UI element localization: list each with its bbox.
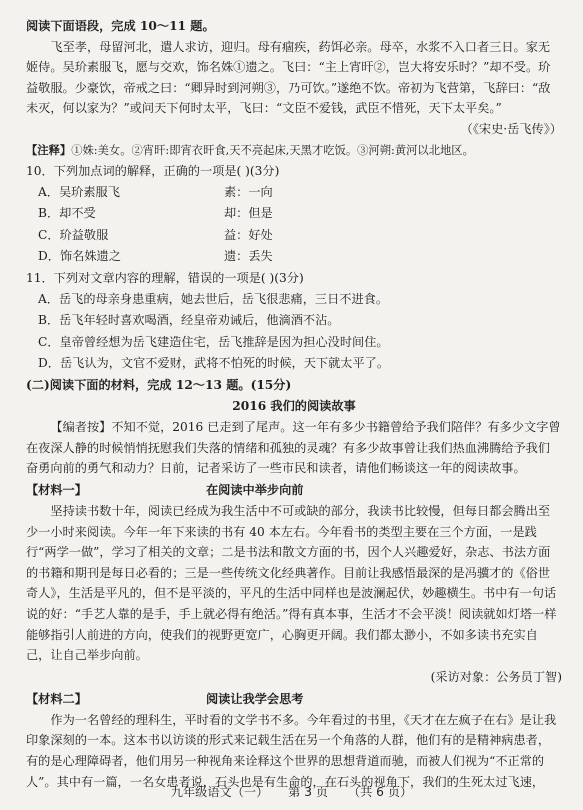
q11-option-d: D．岳飞认为，文官不爱财，武将不怕死的时候，天下就太平了。 — [38, 356, 390, 371]
material2-text: 作为一名曾经的理科生，平时看的文学书不多。今年看过的书里，《天才在左疯子在右》是让我印象深刻的一本。这本书以访谈的形式来记载生活在另一个角落的人群，他们有的是精神病患者，有的是心理障碍者，他们用另一种视角来诠释这个世界的思想背道而驰，而被人们视为“不正常的人”。其中有一篇，一名女患者说，石头也是有生命的，在石头的视角下，我们的生死太过飞速， — [26, 712, 557, 789]
material1-header — [26, 479, 562, 501]
q11-option-a: A．岳飞的母亲身患重病，她去世后，岳飞很悲痛，三日不进食。 — [38, 292, 389, 306]
annotation-text: ①姝:美女。②宵旰:即宵衣旰食,天不亮起床,天黑才吃饭。③河朔:黄河以北地区。 — [71, 143, 474, 157]
material2-header — [26, 688, 562, 710]
editor-note: 【编者按】不知不觉，2016 已走到了尾声。这一年有多少书籍曾给予我们陪伴？有多少文字曾在夜深人静的时候悄悄抚慰我们失落的情绪和孤独的灵魂？有多少故事曾让我们热血沸腾给予我们奋勇向前的勇气和动力？日前，记者采访了一些市民和读者，请他们畅谈这一年的阅读故事。 — [26, 420, 561, 476]
question-11-stem: 11．下列对文章内容的理解，错误的一项是( )(3分) — [26, 270, 304, 285]
section1-heading: 阅读下面语段，完成 10～11 题。 — [26, 19, 215, 33]
material1-interviewee: (采访对象：公务员丁智) — [430, 669, 562, 684]
material2-label: 【材料二】 — [26, 691, 87, 706]
footer-grade: 九年级语文（一） — [170, 785, 269, 799]
exam-page — [26, 12, 562, 792]
page-footer — [0, 783, 583, 800]
q10-option-b: B．却不受 却：但是 — [38, 206, 273, 221]
article-title: 2016 我们的阅读故事 — [232, 399, 356, 414]
footer-page: 第 3 页 — [288, 785, 329, 799]
annotation-label: 【注释】 — [26, 142, 72, 157]
material1-label: 【材料一】 — [26, 483, 87, 497]
question-10-stem: 10．下列加点词的解释，正确的一项是( )(3分) — [26, 163, 280, 178]
question-10-options — [26, 182, 562, 268]
classical-passage: 飞至孝，母留河北，遣人求访，迎归。母有痼疾，药饵必亲。母卒，水浆不入口者三日。家无姬侍。吴玠素服飞，愿与交欢，饰名姝①遗之。飞曰：“主上宵旰②，岂大将安乐时？”却不受。玠益敬服。少豪饮，帝戒之曰：“卿异时到河朔③，乃可饮。”遂绝不饮。帝初为飞营第，飞辞曰：“敌未灭，何以家为？”或问天下何时太平，飞曰：“文臣不爱钱，武臣不惜死，天下太平矣。” — [26, 39, 551, 116]
material1-text: 坚持读书数十年，阅读已经成为我生活中不可或缺的部分，我读书比较慢，但每日都会腾出至少一小时来阅读。今年一年下来读的书有 40 本左右。今年看书的类型主要在三个方面，一是践行“两学一做”，学习了相关的文章；二是书法和散文方面的书，因个人兴趣爱好，杂志、书法方面的书籍和期刊是每日必看的；三是一些传统文化经典著作。目前让我感悟最深的是冯骥才的《俗世奇人》，生活是平凡的，但不是平淡的，平凡的生活中同样也是波澜起伏，妙趣横生。书中有一句话说的好：“手艺人靠的是手，手上就必得有绝活。”得有真本事，生活才不会平淡！阅读就如灯塔一样能够指引人前进的方向，使我们的视野更宽广，心胸更开阔。我们都太渺小，不如多读书充实自己，让自己举步向前。 — [26, 504, 557, 663]
q10-option-d: D．饰名姝遗之 遗：丢失 — [38, 249, 273, 264]
material2-title: 阅读让我学会思考 — [206, 691, 304, 706]
q11-option-c: C．皇帝曾经想为岳飞建造住宅，岳飞推辞是因为担心没时间住。 — [38, 334, 389, 349]
annotation — [26, 140, 562, 161]
q10-option-a: A．吴玠素服飞 素：一向 — [38, 184, 273, 199]
passage-source: （《宋史·岳飞传》） — [460, 121, 562, 136]
q10-option-c: C．玠益敬服 益：好处 — [38, 227, 273, 242]
footer-total: （共 6 页） — [347, 785, 413, 799]
material1-title: 在阅读中举步向前 — [206, 483, 304, 497]
q11-option-b: B．岳飞年轻时喜欢喝酒，经皇帝劝诫后，他滴酒不沾。 — [38, 313, 340, 328]
section2-heading: (二)阅读下面的材料，完成 12～13 题。(15分) — [26, 377, 292, 392]
